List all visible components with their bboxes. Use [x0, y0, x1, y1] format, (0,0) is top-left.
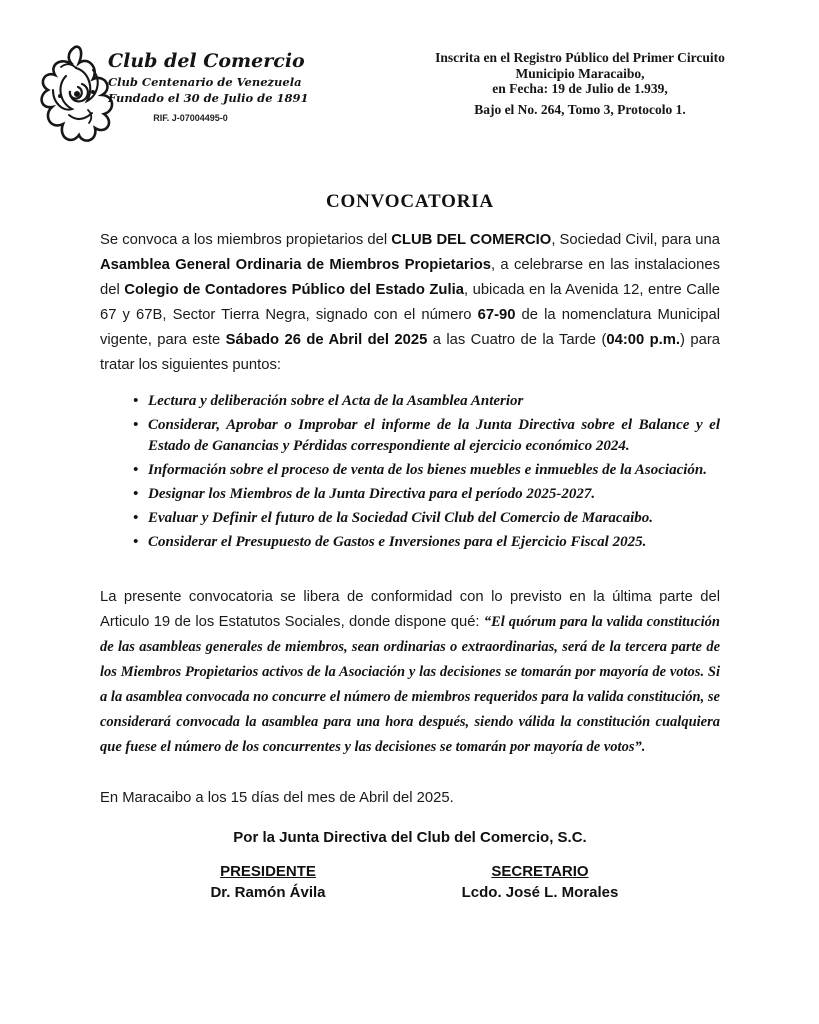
- agenda-item: • Lectura y deliberación sobre el Acta de la Asamblea Anterior: [100, 391, 720, 412]
- club-rif: RIF. J-07004495-0: [153, 113, 228, 123]
- agenda-item: • Información sobre el proceso de venta de los bienes muebles e inmuebles de la Asociación.: [100, 460, 720, 481]
- club-logo-text: [108, 48, 309, 125]
- registry-line: Inscrita en el Registro Público del Primer Circuito: [435, 50, 725, 65]
- page-title: CONVOCATORIA: [326, 191, 494, 212]
- club-subtitle: Club Centenario de Venezuela: [108, 75, 302, 89]
- intro-paragraph: [100, 228, 720, 378]
- intro-segment-bold: Asamblea General Ordinaria de Miembros Propietarios: [100, 257, 491, 273]
- intro-segment: , a celebrarse en las instalaciones del: [100, 257, 720, 298]
- secretary-title: SECRETARIO: [491, 863, 589, 880]
- intro-segment: de la nomenclatura Municipal vigente, para este: [100, 307, 720, 348]
- intro-segment: , ubicada en la Avenida 12, entre Calle 67 y 67B, Sector Tierra Negra, signado con el número: [100, 282, 721, 323]
- agenda-list: [100, 391, 720, 556]
- secretary-name: Lcdo. José L. Morales: [461, 884, 619, 901]
- signature-by-line: Por la Junta Directiva del Club del Comercio, S.C.: [233, 829, 587, 846]
- intro-segment-bold: Sábado 26 de Abril del 2025: [225, 332, 428, 348]
- intro-segment-bold: 04:00 p.m.: [606, 332, 681, 348]
- intro-segment: Se convoca a los miembros propietarios del: [100, 232, 392, 248]
- club-name: Club del Comercio: [108, 50, 305, 72]
- intro-segment-bold: CLUB DEL COMERCIO: [391, 232, 552, 248]
- club-founded-line: Fundado el 30 de Julio de 1891: [108, 91, 309, 105]
- ornate-crest-icon: [36, 44, 116, 148]
- intro-segment: ) para tratar los siguientes puntos:: [100, 332, 720, 373]
- registry-line: Bajo el No. 264, Tomo 3, Protocolo 1.: [474, 101, 686, 117]
- intro-segment: , Sociedad Civil, para una: [551, 232, 720, 248]
- registry-line: Municipio Maracaibo,: [515, 65, 645, 81]
- intro-segment: a las Cuatro de la Tarde (: [427, 332, 607, 348]
- agenda-item: • Considerar el Presupuesto de Gastos e Inversiones para el Ejercicio Fiscal 2025.: [100, 532, 720, 553]
- secretary-signature-block: [430, 861, 650, 903]
- dateline: En Maracaibo a los 15 días del mes de Abril del 2025.: [100, 790, 454, 806]
- intro-segment-bold: 67-90: [477, 307, 516, 323]
- president-title: PRESIDENTE: [220, 863, 316, 880]
- agenda-item: • Designar los Miembros de la Junta Directiva para el período 2025-2027.: [100, 484, 720, 505]
- agenda-item: • Evaluar y Definir el futuro de la Sociedad Civil Club del Comercio de Maracaibo.: [100, 508, 720, 529]
- registry-line: en Fecha: 19 de Julio de 1.939,: [492, 81, 668, 96]
- president-name: Dr. Ramón Ávila: [210, 884, 326, 901]
- agenda-item: • Considerar, Aprobar o Improbar el informe de la Junta Directiva sobre el Balance y el Estado de Ganancias y Pérdidas correspondiente al ejercicio económico 2024.: [100, 415, 720, 457]
- intro-segment-bold: Colegio de Contadores Público del Estado Zulia: [124, 282, 464, 298]
- statute-quote: “El quórum para la valida constitución de las asambleas generales de miembros, sean ordinarias o extraordinarias, será de la tercera parte de los Miembros Propietarios activos de la Asociación y las decisiones se tomarán por mayoría de votos. Si a la asamblea convocada no concurre el número de miembros requeridos para la valida constitución, se considerará convocada la asamblea para una hora después, siendo válida la constitución cualquiera que fuese el número de los concurrentes y las decisiones se tomarán por mayoría de votos”.: [100, 614, 720, 755]
- president-signature-block: [158, 861, 378, 903]
- closing-intro-text: La presente convocatoria se libera de conformidad con lo previsto en la última parte del Articulo 19 de los Estatutos Sociales, donde dispone qué:: [100, 589, 720, 630]
- closing-paragraph: [100, 585, 720, 760]
- registry-block: [428, 50, 732, 117]
